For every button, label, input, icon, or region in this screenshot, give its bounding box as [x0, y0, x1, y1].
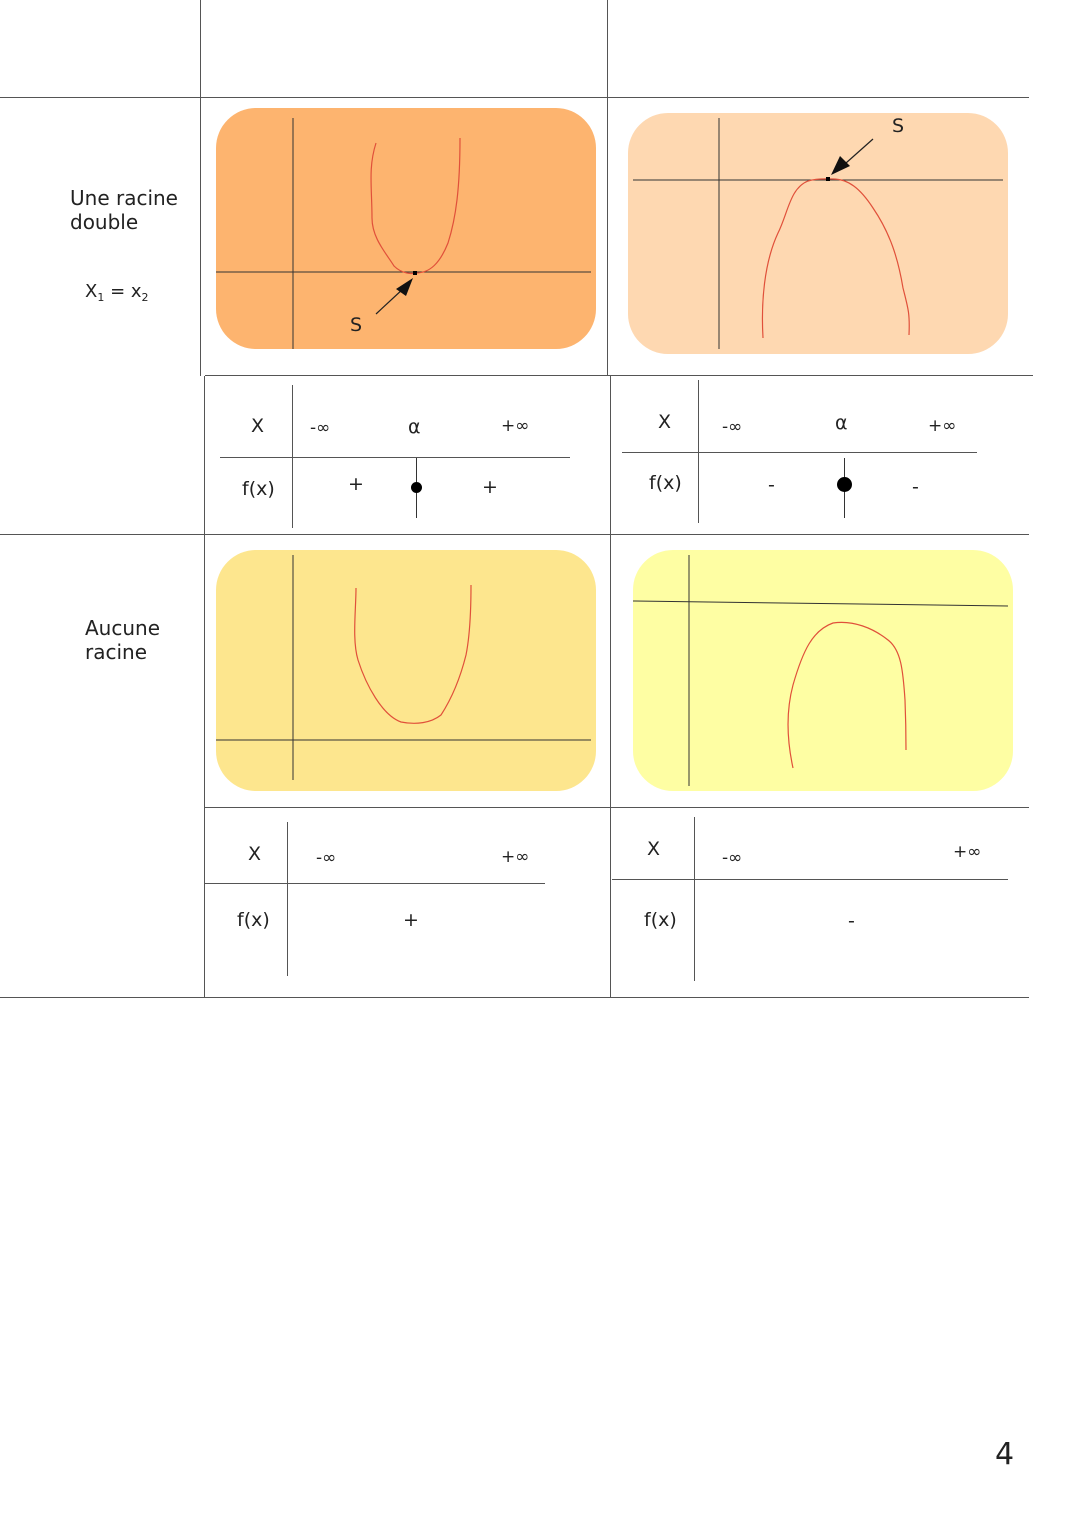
minus-infinity: -∞: [316, 848, 337, 868]
alpha-root: α: [408, 416, 421, 438]
double-root-dot: [837, 477, 852, 492]
row-label-line2: double: [70, 210, 139, 234]
grid-subrow-divider-2: [205, 807, 1029, 808]
graph-panel-no-root-downward: [633, 550, 1013, 791]
grid-subrow-divider-1: [205, 375, 1033, 376]
table-horizontal-divider: [205, 883, 545, 884]
plus-infinity: +∞: [953, 842, 982, 862]
table-fx-header: f(x): [237, 909, 270, 931]
table-fx-header: f(x): [644, 909, 677, 931]
table-fx-header: f(x): [242, 478, 275, 500]
table-x-header: X: [647, 838, 661, 860]
sign-right: +: [482, 476, 498, 498]
summit-arrow-line: [846, 139, 873, 163]
minus-infinity: -∞: [310, 418, 331, 438]
graph-double-root-downward: [628, 113, 1008, 354]
table-horizontal-divider: [612, 879, 1008, 880]
double-root-formula: [85, 280, 149, 310]
summit-point: [413, 271, 417, 275]
table-x-header: X: [251, 415, 265, 437]
graph-panel-double-root-upward: [216, 108, 596, 349]
minus-infinity: -∞: [722, 848, 743, 868]
plus-infinity: +∞: [501, 847, 530, 867]
grid-row-divider-bottom: [0, 997, 1029, 998]
graph-panel-double-root-downward: [628, 113, 1008, 354]
sign-table-no-root-negative: [612, 817, 1012, 987]
page-number: 4: [995, 1437, 1015, 1472]
row-label-double-root: [70, 186, 178, 234]
double-root-dot: [411, 482, 422, 493]
row-label-line1: Aucune: [85, 616, 161, 640]
table-fx-header: f(x): [649, 472, 682, 494]
parabola-curve: [371, 138, 460, 273]
graph-double-root-upward: [216, 108, 596, 349]
sign-table-double-root-positive: [220, 385, 580, 530]
row-label-line2: racine: [85, 640, 148, 664]
alpha-root: α: [835, 412, 848, 434]
graph-panel-no-root-upward: [216, 550, 596, 791]
plus-infinity: +∞: [501, 416, 530, 436]
table-x-header: X: [248, 843, 262, 865]
minus-infinity: -∞: [722, 417, 743, 437]
formula-x1: X: [85, 281, 98, 302]
graph-no-root-upward: [216, 550, 596, 791]
summit-arrow-line: [376, 288, 404, 314]
formula-subscript-2: 2: [141, 291, 149, 304]
sign: -: [848, 910, 855, 932]
sign-left: -: [768, 474, 775, 496]
table-vertical-divider: [287, 822, 288, 976]
sign-left: +: [348, 473, 364, 495]
summit-label: S: [892, 115, 905, 137]
grid-column-divider-2: [607, 0, 608, 376]
formula-equals-x: = x: [104, 281, 142, 302]
sign-table-double-root-negative: [622, 380, 982, 530]
grid-row-divider-middle: [0, 534, 1029, 535]
grid-column-divider-1: [200, 0, 201, 376]
row-label-no-root: [85, 616, 160, 664]
sign-right: -: [912, 476, 919, 498]
table-x-header: X: [658, 411, 672, 433]
summit-arrow-head: [831, 156, 850, 175]
summit-point: [826, 177, 830, 181]
formula-subscript-1: 1: [97, 291, 105, 304]
sign-table-no-root-positive: [205, 822, 565, 982]
parabola-curve: [355, 585, 471, 723]
table-horizontal-divider: [220, 457, 570, 458]
grid-row-divider-top: [0, 97, 1029, 98]
parabola-curve: [762, 179, 909, 338]
table-vertical-divider: [694, 817, 695, 981]
summit-label: S: [350, 314, 363, 336]
row-label-line1: Une racine: [70, 186, 178, 210]
plus-infinity: +∞: [928, 416, 957, 436]
graph-no-root-downward: [633, 550, 1013, 791]
parabola-curve: [788, 622, 906, 768]
sign: +: [403, 909, 419, 931]
table-horizontal-divider: [622, 452, 977, 453]
grid-column-divider-2-lower: [610, 376, 611, 998]
